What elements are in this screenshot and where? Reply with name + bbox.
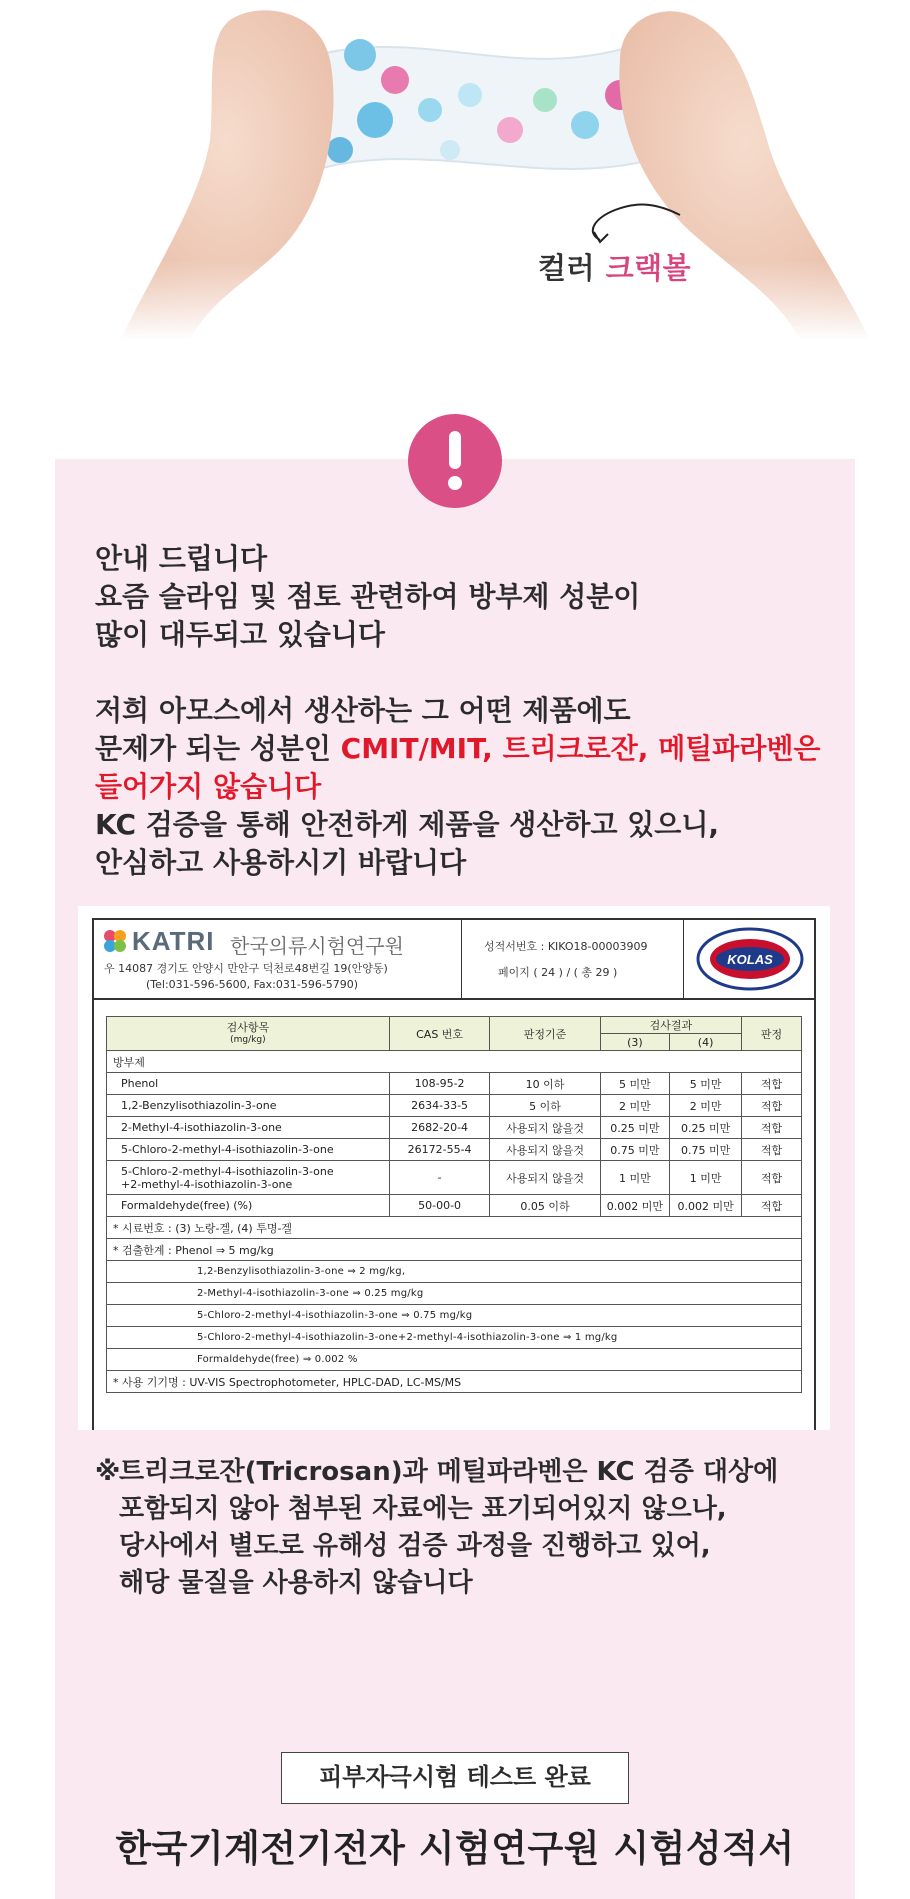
slime-hands-illustration (0, 0, 910, 340)
test-results-table (106, 1016, 802, 1393)
report-number: 성적서번호 : KIKO18-00003909 (484, 940, 648, 953)
notice-line: 안심하고 사용하시기 바랍니다 (95, 846, 467, 879)
header-item: 검사항목 (mg/kg) (107, 1017, 390, 1051)
header-cas: CAS 번호 (389, 1017, 490, 1051)
org-phone: (Tel:031-596-5600, Fax:031-596-5790) (146, 978, 359, 991)
notice-line: 문제가 되는 성분인 CMIT/MIT, 트리크로잔, 메틸파라벤은 (95, 732, 821, 765)
limit-line: 1,2-Benzylisothiazolin-3-one ⇒ 2 mg/kg, (107, 1261, 802, 1283)
table-row: Formaldehyde(free) (%) 50-00-0 0.05 이하 0.002 미만 0.002 미만 적합 (107, 1195, 802, 1217)
org-name: 한국의류시험연구원 (230, 934, 404, 958)
table-row: Phenol 108-95-2 10 이하 5 미만 5 미만 적합 (107, 1073, 802, 1095)
table-row: 2-Methyl-4-isothiazolin-3-one 2682-20-4 사용되지 않을것 0.25 미만 0.25 미만 적합 (107, 1117, 802, 1139)
limit-line: 5-Chloro-2-methyl-4-isothiazolin-3-one ⇒ 0.75 mg/kg (107, 1305, 802, 1327)
sample-note: * 시료번호 : (3) 노랑-겔, (4) 투명-겔 (107, 1217, 802, 1239)
exclamation-icon (408, 414, 502, 508)
footnote (95, 1454, 835, 1602)
notice-text (95, 540, 835, 882)
notice-line: 요즘 슬라임 및 점토 관련하여 방부제 성분이 (95, 580, 641, 613)
table-row: 1,2-Benzylisothiazolin-3-one 2634-33-5 5 이하 2 미만 2 미만 적합 (107, 1095, 802, 1117)
footnote-line: 해당 물질을 사용하지 않습니다 (119, 1568, 473, 1598)
svg-text:KOLAS: KOLAS (727, 952, 773, 967)
category-row: 방부제 (107, 1051, 802, 1073)
limit-line: Formaldehyde(free) ⇒ 0.002 % (107, 1349, 802, 1371)
header-criteria: 판정기준 (490, 1017, 600, 1051)
equipment-note: * 사용 기기명 : UV-VIS Spectrophotometer, HPLC-DAD, LC-MS/MS (107, 1371, 802, 1393)
section-title: 한국기계전기전자 시험연구원 시험성적서 (115, 1827, 795, 1870)
notice-line: KC 검증을 통해 안전하게 제품을 생산하고 있으니, (95, 808, 720, 841)
limit-line: 5-Chloro-2-methyl-4-isothiazolin-3-one+2-methyl-4-isothiazolin-3-one ⇒ 1 mg/kg (107, 1327, 802, 1349)
hero-caption: 컬러 크랙볼 (538, 251, 692, 285)
notice-line: 저희 아모스에서 생산하는 그 어떤 제품에도 (95, 694, 631, 727)
footnote-line: 트리크로잔(Tricrosan)과 메틸파라벤은 KC 검증 대상에 (119, 1457, 779, 1487)
header-result-4: (4) (670, 1034, 742, 1051)
page-info: 페이지 ( 24 ) / ( 총 29 ) (498, 966, 618, 979)
footnote-line: 포함되지 않아 첨부된 자료에는 표기되어있지 않으나, (119, 1494, 727, 1524)
certificate-header (94, 920, 814, 1000)
header-result: 검사결과 (600, 1017, 741, 1034)
hero-image (0, 0, 910, 340)
table-row: 5-Chloro-2-methyl-4-isothiazolin-3-one +2-methyl-4-isothiazolin-3-one - 사용되지 않을것 1 미만 1 미만 적합 (107, 1161, 802, 1195)
org-address: 우 14087 경기도 안양시 만안구 덕천로48번길 19(안양동) (104, 962, 388, 975)
katri-logo-icon (102, 928, 128, 954)
footnote-line: 당사에서 별도로 유해성 검증 과정을 진행하고 있어, (119, 1531, 711, 1561)
hero-caption-accent: 크랙볼 (605, 251, 692, 285)
limit-line: 2-Methyl-4-isothiazolin-3-one ⇒ 0.25 mg/kg (107, 1283, 802, 1305)
limit-note: * 검출한계 : Phenol ⇒ 5 mg/kg (107, 1239, 802, 1261)
notice-highlight: 들어가지 않습니다 (95, 770, 322, 803)
katri-logo-text: KATRI (132, 926, 215, 956)
notice-line: 안내 드립니다 (95, 542, 268, 575)
arrow-icon (593, 205, 680, 240)
header-result-3: (3) (600, 1034, 669, 1051)
header-verdict: 판정 (742, 1017, 802, 1051)
notice-line: 많이 대두되고 있습니다 (95, 618, 385, 651)
kolas-seal-icon (694, 926, 806, 992)
table-row: 5-Chloro-2-methyl-4-isothiazolin-3-one 26172-55-4 사용되지 않을것 0.75 미만 0.75 미만 적합 (107, 1139, 802, 1161)
notice-highlight: CMIT/MIT, 트리크로잔, 메틸파라벤은 (340, 732, 821, 765)
test-certificate (78, 906, 830, 1430)
skin-test-badge: 피부자극시험 테스트 완료 (281, 1752, 629, 1804)
reference-mark: ※ (95, 1457, 121, 1487)
